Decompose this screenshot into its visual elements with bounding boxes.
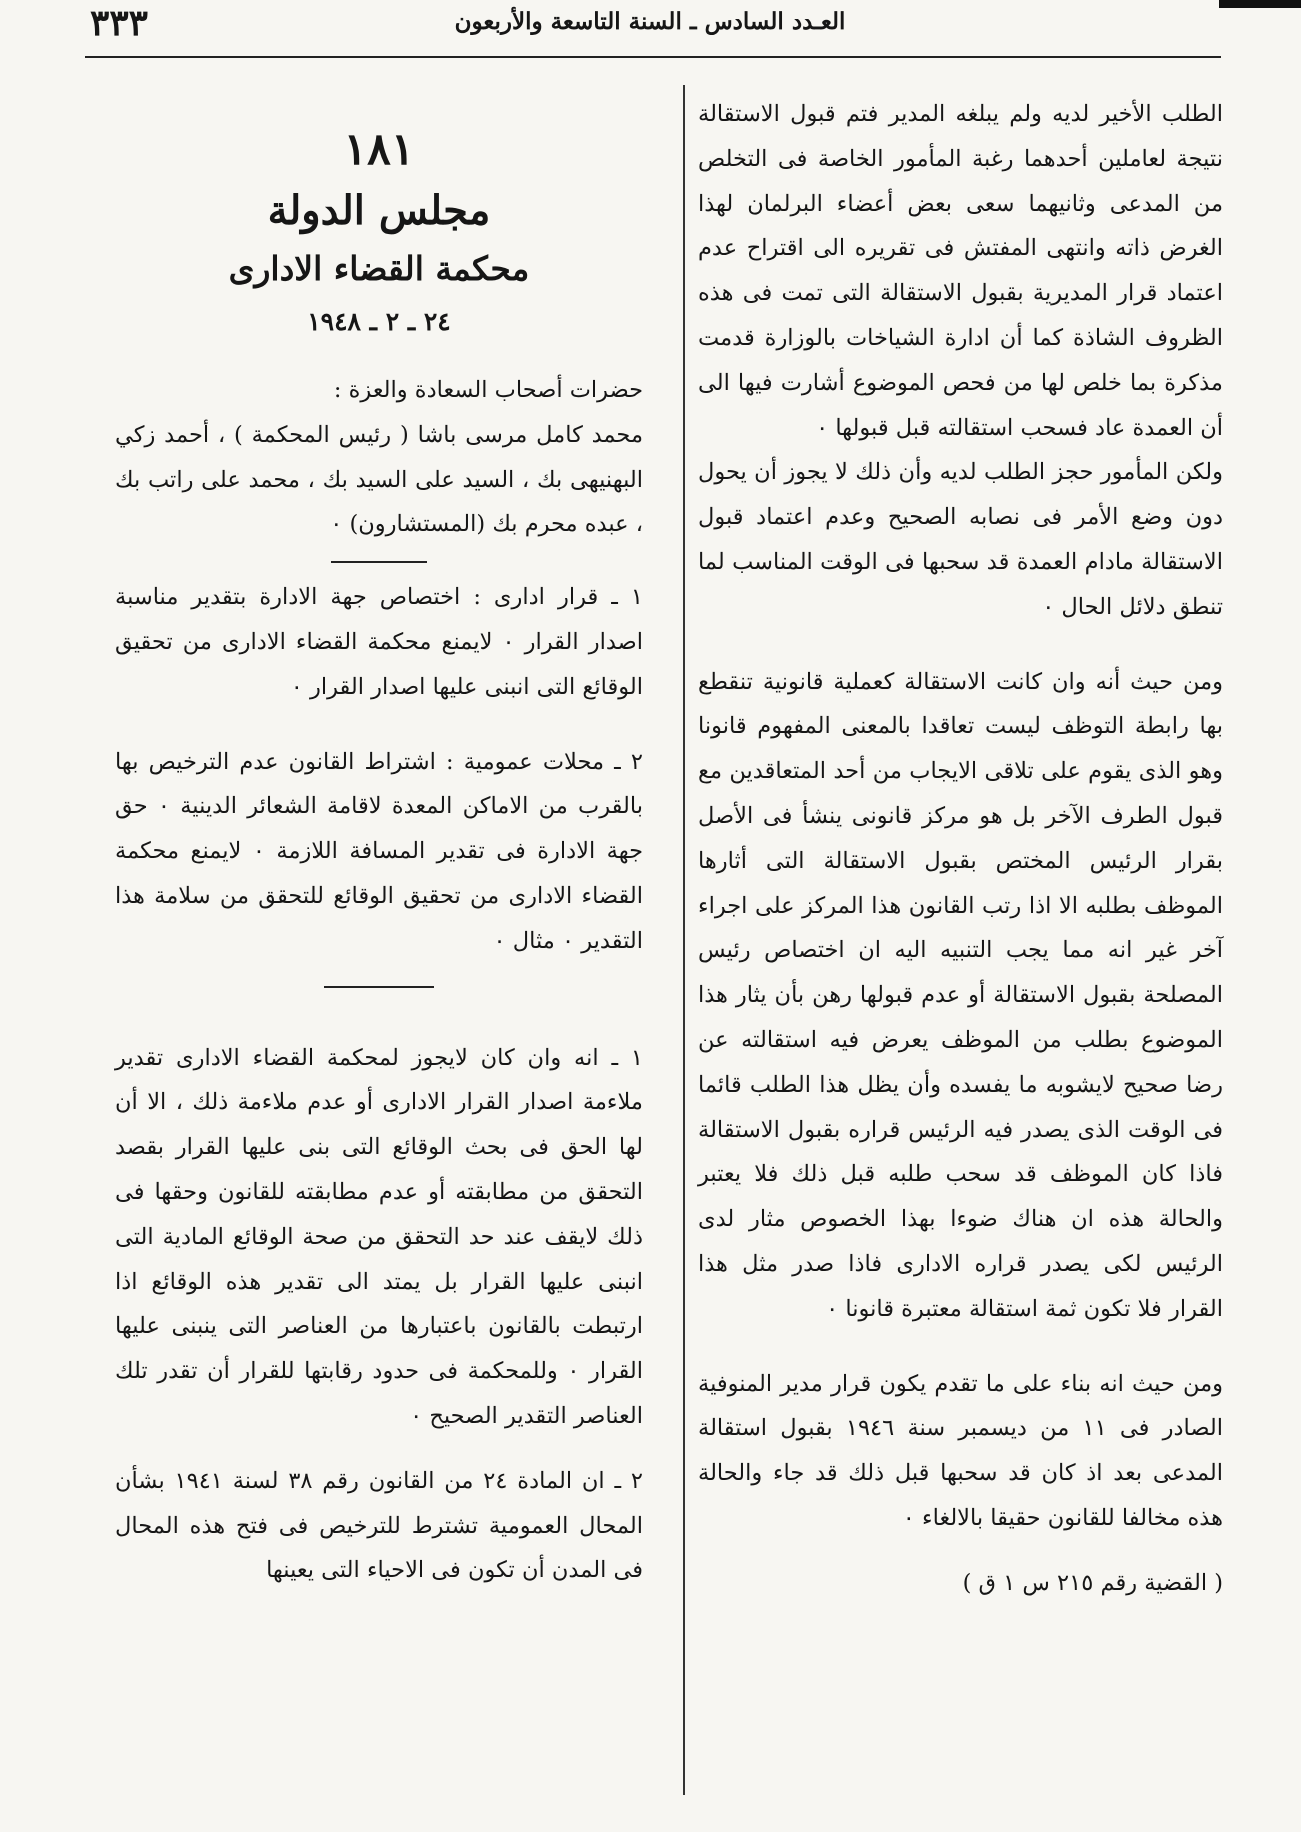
- spacer: [698, 1332, 1223, 1362]
- right-column: [698, 92, 1223, 1606]
- ruling-1: ١ ـ انه وان كان لايجوز لمحكمة القضاء الادارى تقدير ملاءمة اصدار القرار الادارى أو عدم ملاءمة ذلك ، الا أن لها الحق فى بحث الوقائع التى بنى عليها القرار بقصد التحقق من مطابقته أو عدم مطابقته للقانون وحقها فى ذلك لايقف عند حد التحقق من صحة الوقائع المادية التى انبنى عليها القرار بل يمتد الى تقدير هذه الوقائع اذا ارتبطت بالقانون باعتبارها من العناصر التى ينبنى عليها القرار ٠ وللمحكمة فى حدود رقابتها للقرار أن تقدر تلك العناصر التقدير الصحيح ٠: [115, 1044, 643, 1429]
- ruling-2: ٢ ـ ان المادة ٢٤ من القانون رقم ٣٨ لسنة ١٩٤١ بشأن المحال العمومية تشترط للترخيص فى فتح هذه المحال فى المدن أن تكون فى الاحياء التى يعينها: [115, 1467, 643, 1584]
- spacer: [115, 1439, 643, 1459]
- left-column: [115, 92, 643, 1593]
- case-reference: ( القضية رقم ٢١٥ س ١ ق ): [962, 1569, 1223, 1596]
- spacer: [115, 348, 643, 368]
- short-divider: [331, 561, 427, 563]
- court-title: محكمة القضاء الادارى: [228, 249, 530, 288]
- paragraph-mamour: ولكن المأمور حجز الطلب لديه وأن ذلك لا يجوز أن يحول دون وضع الأمر فى نصابه الصحيح وعدم اعتماد قبول الاستقالة مادام العمدة قد سحبها فى الوقت المناسب لما تنطق دلائل الحال ٠: [698, 459, 1223, 620]
- attendance-intro: حضرات أصحاب السعادة والعزة :: [333, 377, 643, 403]
- paragraph-conclusion: ومن حيث انه بناء على ما تقدم يكون قرار مدير المنوفية الصادر فى ١١ من ديسمبر سنة ١٩٤٦ بقبول استقالة المدعى بعد اذ كان قد سحبها قبل ذلك قد جاء والحالة هذه مخالفا للقانون حقيقا بالالغاء ٠: [698, 1370, 1223, 1531]
- top-edge-rule: [1219, 0, 1301, 8]
- case-number: ١٨١: [343, 124, 415, 175]
- column-divider: [683, 85, 685, 1795]
- paragraph-continued: الطلب الأخير لديه ولم يبلغه المدير فتم قبول الاستقالة نتيجة لعاملين أحدهما رغبة المأمور الخاصة فى التخلص من المدعى وثانيهما سعى بعض أعضاء البرلمان لهذا الغرض ذاته وانتهى المفتش فى تقريره الى اقتراح عدم اعتماد قرار المديرية بقبول الاستقالة التى تمت فى هذه الظروف الشاذة كما أن ادارة الشياخات بالوزارة قدمت مذكرة بما خلص لها من فحص الموضوع أشارت فيها الى أن العمدة عاد فسحب استقالته قبل قبولها ٠: [698, 101, 1223, 441]
- session-date: ٢٤ ـ ٢ ـ ١٩٤٨: [307, 307, 451, 336]
- judges-list: محمد كامل مرسى باشا ( رئيس المحكمة ) ، أحمد زكي البهنيهى بك ، السيد على السيد بك ، محمد على راتب بك ، عبده محرم بك (المستشارون) ٠: [115, 421, 643, 538]
- section-divider: [324, 986, 434, 988]
- council-title: مجلس الدولة: [267, 187, 491, 234]
- running-header: العـدد السادس ـ السنة التاسعة والأربعون: [454, 8, 846, 35]
- spacer: [115, 1016, 643, 1036]
- spacer: [698, 630, 1223, 660]
- spacer: [698, 1541, 1223, 1561]
- spacer: [115, 710, 643, 740]
- paragraph-resignation: ومن حيث أنه وان كانت الاستقالة كعملية قانونية تنقطع بها رابطة التوظف ليست تعاقدا بالمعنى المفهوم قانونا وهو الذى يقوم على تلاقى الايجاب من أحد المتعاقدين مع قبول الطرف الآخر بل هو مركز قانونى ينشأ فى الأصل بقرار الرئيس المختص بقبول الاستقالة التى أثارها الموظف بطلبه الا اذا رتب القانون هذا المركز على اجراء آخر غير انه مما يجب التنبيه اليه ان اختصاص رئيس المصلحة بقبول الاستقالة أو عدم قبولها رهن بأن يثار هذا الموضوع بطلب من الموظف يعرض فيه استقالته عن رضا صحيح لايشوبه ما يفسده وأن يظل هذا الطلب قائما فى الوقت الذى يصدر فيه الرئيس قراره بقبول الاستقالة فاذا كان الموظف قد سحب طلبه قبل ذلك فلا يعتبر والحالة هذه ان هناك ضوءا بهذا الخصوص مثار لدى الرئيس لكى يصدر قراره الادارى فاذا صدر مثل هذا القرار فلا تكون ثمة استقالة معتبرة قانونا ٠: [698, 668, 1223, 1322]
- page-number: ٣٣٣: [90, 2, 149, 44]
- header-divider: [85, 56, 1221, 58]
- headnote-1: ١ ـ قرار ادارى : اختصاص جهة الادارة بتقدير مناسبة اصدار القرار ٠ لايمنع محكمة القضاء الادارى من تحقيق الوقائع التى انبنى عليها اصدار القرار ٠: [115, 584, 643, 700]
- headnote-2: ٢ ـ محلات عمومية : اشتراط القانون عدم الترخيص بها بالقرب من الاماكن المعدة لاقامة الشعائر الدينية ٠ حق جهة الادارة فى تقدير المسافة اللازمة ٠ لايمنع محكمة القضاء الادارى من تحقيق الوقائع للتحقق من سلامة هذا التقدير ٠ مثال ٠: [115, 748, 644, 954]
